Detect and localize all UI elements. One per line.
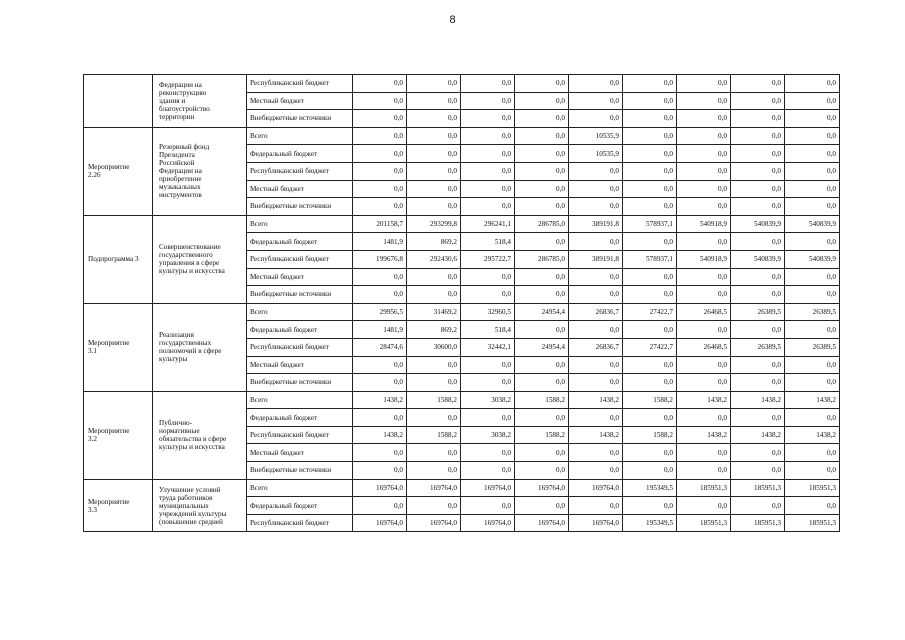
value-cell: 0,0: [407, 75, 461, 93]
value-cell: 0,0: [515, 286, 569, 304]
value-cell: 0,0: [515, 198, 569, 216]
value-cell: 169764,0: [407, 479, 461, 497]
funding-source: Внебюджетные источники: [247, 198, 353, 216]
value-cell: 0,0: [353, 162, 407, 180]
value-cell: 0,0: [785, 180, 840, 198]
value-cell: 0,0: [677, 286, 731, 304]
value-cell: 0,0: [623, 233, 677, 251]
value-cell: 0,0: [461, 497, 515, 515]
value-cell: 0,0: [623, 462, 677, 480]
value-cell: 0,0: [785, 75, 840, 93]
table-row: [84, 75, 840, 93]
value-cell: 540839,9: [731, 215, 785, 233]
value-cell: 0,0: [785, 497, 840, 515]
value-cell: 0,0: [515, 233, 569, 251]
value-cell: 169764,0: [353, 479, 407, 497]
funding-source: Внебюджетные источники: [247, 286, 353, 304]
program-description: Резервный фонд Президента Российской Федерации на приобретение музыкальных инструментов: [159, 143, 210, 200]
funding-source: Внебюджетные источники: [247, 110, 353, 128]
value-cell: 0,0: [353, 286, 407, 304]
value-cell: 0,0: [731, 127, 785, 145]
value-cell: 26389,5: [731, 303, 785, 321]
value-cell: 0,0: [623, 444, 677, 462]
funding-source: Всего: [247, 303, 353, 321]
value-cell: 0,0: [353, 374, 407, 392]
value-cell: 185951,3: [785, 479, 840, 497]
value-cell: 0,0: [407, 162, 461, 180]
program-description-cell: [153, 75, 247, 128]
value-cell: 26389,5: [785, 303, 840, 321]
funding-source: Республиканский бюджет: [247, 426, 353, 444]
funding-source: Внебюджетные источники: [247, 374, 353, 392]
value-cell: 169764,0: [515, 479, 569, 497]
value-cell: 0,0: [677, 180, 731, 198]
value-cell: 0,0: [569, 356, 623, 374]
funding-source: Местный бюджет: [247, 444, 353, 462]
value-cell: 0,0: [353, 145, 407, 163]
value-cell: 185951,3: [731, 514, 785, 532]
value-cell: 0,0: [623, 92, 677, 110]
program-name-cell: [84, 215, 153, 303]
value-cell: 0,0: [353, 409, 407, 427]
value-cell: 1438,2: [353, 391, 407, 409]
value-cell: 0,0: [569, 110, 623, 128]
value-cell: 0,0: [623, 75, 677, 93]
value-cell: 0,0: [785, 356, 840, 374]
value-cell: 0,0: [623, 286, 677, 304]
value-cell: 27422,7: [623, 303, 677, 321]
value-cell: 27422,7: [623, 338, 677, 356]
value-cell: 0,0: [677, 75, 731, 93]
value-cell: 0,0: [623, 145, 677, 163]
value-cell: 0,0: [569, 92, 623, 110]
program-description-cell: [153, 479, 247, 532]
value-cell: 0,0: [353, 92, 407, 110]
value-cell: 0,0: [515, 356, 569, 374]
value-cell: 1588,2: [623, 391, 677, 409]
funding-source: Местный бюджет: [247, 92, 353, 110]
value-cell: 0,0: [515, 268, 569, 286]
value-cell: 10535,9: [569, 145, 623, 163]
value-cell: 0,0: [515, 409, 569, 427]
value-cell: 169764,0: [353, 514, 407, 532]
value-cell: 0,0: [677, 444, 731, 462]
value-cell: 0,0: [515, 92, 569, 110]
value-cell: 0,0: [461, 145, 515, 163]
value-cell: 0,0: [623, 110, 677, 128]
funding-source: Республиканский бюджет: [247, 162, 353, 180]
program-description: Реализация государственных полномочий в сфере культуры: [159, 331, 222, 364]
value-cell: 0,0: [785, 92, 840, 110]
program-name-cell: [84, 303, 153, 391]
table-row: [84, 479, 840, 497]
value-cell: 1438,2: [353, 426, 407, 444]
value-cell: 0,0: [515, 145, 569, 163]
program-name-cell: [84, 391, 153, 479]
value-cell: 0,0: [353, 75, 407, 93]
value-cell: 0,0: [353, 268, 407, 286]
value-cell: 0,0: [731, 497, 785, 515]
funding-source: Федеральный бюджет: [247, 233, 353, 251]
value-cell: 389191,8: [569, 250, 623, 268]
value-cell: 32960,5: [461, 303, 515, 321]
value-cell: 0,0: [623, 162, 677, 180]
value-cell: 0,0: [731, 75, 785, 93]
value-cell: 0,0: [515, 110, 569, 128]
value-cell: 540839,9: [785, 250, 840, 268]
value-cell: 540839,9: [731, 250, 785, 268]
value-cell: 185951,3: [677, 514, 731, 532]
value-cell: 0,0: [569, 444, 623, 462]
value-cell: 0,0: [407, 374, 461, 392]
value-cell: 0,0: [677, 497, 731, 515]
value-cell: 0,0: [407, 356, 461, 374]
value-cell: 0,0: [353, 497, 407, 515]
value-cell: 296241,1: [461, 215, 515, 233]
value-cell: 0,0: [731, 180, 785, 198]
value-cell: 0,0: [623, 198, 677, 216]
value-cell: 0,0: [407, 497, 461, 515]
value-cell: 1588,2: [515, 426, 569, 444]
value-cell: 0,0: [677, 321, 731, 339]
value-cell: 0,0: [353, 198, 407, 216]
value-cell: 169764,0: [569, 514, 623, 532]
value-cell: 31469,2: [407, 303, 461, 321]
value-cell: 578937,1: [623, 215, 677, 233]
value-cell: 0,0: [515, 374, 569, 392]
program-name-cell: [84, 75, 153, 128]
value-cell: 0,0: [785, 233, 840, 251]
value-cell: 0,0: [569, 374, 623, 392]
value-cell: 0,0: [407, 110, 461, 128]
value-cell: 0,0: [785, 110, 840, 128]
value-cell: 0,0: [569, 497, 623, 515]
value-cell: 0,0: [677, 92, 731, 110]
value-cell: 0,0: [623, 356, 677, 374]
value-cell: 0,0: [785, 374, 840, 392]
value-cell: 0,0: [677, 356, 731, 374]
value-cell: 185951,3: [785, 514, 840, 532]
value-cell: 185951,3: [731, 479, 785, 497]
value-cell: 0,0: [461, 180, 515, 198]
value-cell: 26389,5: [785, 338, 840, 356]
value-cell: 0,0: [353, 444, 407, 462]
value-cell: 869,2: [407, 321, 461, 339]
value-cell: 0,0: [515, 180, 569, 198]
value-cell: 1481,9: [353, 321, 407, 339]
value-cell: 26389,5: [731, 338, 785, 356]
value-cell: 0,0: [515, 497, 569, 515]
value-cell: 286785,0: [515, 215, 569, 233]
program-description: Совершенствование государственного управления в сфере культуры и искусства: [159, 243, 225, 276]
table-row: [84, 391, 840, 409]
funding-source: Внебюджетные источники: [247, 462, 353, 480]
value-cell: 389191,8: [569, 215, 623, 233]
value-cell: 0,0: [677, 145, 731, 163]
value-cell: 201158,7: [353, 215, 407, 233]
program-description: Улучшение условий труда работников муниципальных учреждений культуры (повышение средней: [159, 485, 227, 526]
value-cell: 0,0: [677, 233, 731, 251]
value-cell: 0,0: [407, 444, 461, 462]
value-cell: 0,0: [623, 180, 677, 198]
value-cell: 169764,0: [461, 479, 515, 497]
value-cell: 199676,8: [353, 250, 407, 268]
value-cell: 0,0: [785, 162, 840, 180]
value-cell: 0,0: [785, 286, 840, 304]
value-cell: 0,0: [677, 110, 731, 128]
value-cell: 0,0: [515, 75, 569, 93]
value-cell: 26836,7: [569, 338, 623, 356]
value-cell: 0,0: [785, 462, 840, 480]
value-cell: 0,0: [353, 110, 407, 128]
value-cell: 0,0: [461, 444, 515, 462]
value-cell: 0,0: [731, 374, 785, 392]
value-cell: 0,0: [407, 286, 461, 304]
value-cell: 0,0: [407, 92, 461, 110]
program-description-cell: [153, 127, 247, 215]
funding-source: Республиканский бюджет: [247, 338, 353, 356]
funding-source: Местный бюджет: [247, 180, 353, 198]
value-cell: 0,0: [461, 462, 515, 480]
value-cell: 0,0: [515, 462, 569, 480]
value-cell: 0,0: [731, 145, 785, 163]
value-cell: 0,0: [407, 462, 461, 480]
funding-source: Федеральный бюджет: [247, 321, 353, 339]
value-cell: 0,0: [569, 233, 623, 251]
value-cell: 0,0: [461, 92, 515, 110]
funding-source: Федеральный бюджет: [247, 497, 353, 515]
value-cell: 286785,0: [515, 250, 569, 268]
value-cell: 0,0: [515, 321, 569, 339]
value-cell: 26468,5: [677, 338, 731, 356]
budget-table: [83, 74, 840, 532]
value-cell: 0,0: [785, 145, 840, 163]
value-cell: 1438,2: [731, 391, 785, 409]
value-cell: 0,0: [731, 268, 785, 286]
value-cell: 29956,5: [353, 303, 407, 321]
value-cell: 169764,0: [515, 514, 569, 532]
value-cell: 3038,2: [461, 426, 515, 444]
value-cell: 1588,2: [407, 391, 461, 409]
value-cell: 195349,5: [623, 479, 677, 497]
funding-source: Местный бюджет: [247, 268, 353, 286]
funding-source: Федеральный бюджет: [247, 409, 353, 427]
value-cell: 0,0: [731, 198, 785, 216]
value-cell: 540918,9: [677, 250, 731, 268]
value-cell: 293299,8: [407, 215, 461, 233]
value-cell: 0,0: [407, 180, 461, 198]
value-cell: 169764,0: [461, 514, 515, 532]
value-cell: 195349,5: [623, 514, 677, 532]
value-cell: 0,0: [623, 127, 677, 145]
value-cell: 0,0: [623, 409, 677, 427]
value-cell: 0,0: [731, 356, 785, 374]
value-cell: 0,0: [461, 110, 515, 128]
value-cell: 0,0: [731, 409, 785, 427]
value-cell: 0,0: [461, 198, 515, 216]
value-cell: 0,0: [731, 321, 785, 339]
program-name: Мероприятие 2.26: [88, 163, 130, 180]
value-cell: 0,0: [785, 321, 840, 339]
table-body: [84, 75, 840, 532]
value-cell: 292430,6: [407, 250, 461, 268]
value-cell: 0,0: [677, 462, 731, 480]
value-cell: 0,0: [569, 162, 623, 180]
value-cell: 1438,2: [569, 426, 623, 444]
value-cell: 0,0: [407, 127, 461, 145]
value-cell: 0,0: [461, 286, 515, 304]
funding-source: Всего: [247, 479, 353, 497]
value-cell: 0,0: [407, 145, 461, 163]
program-name: Мероприятие 3.1: [88, 339, 130, 356]
value-cell: 1588,2: [623, 426, 677, 444]
value-cell: 0,0: [515, 444, 569, 462]
value-cell: 1438,2: [569, 391, 623, 409]
value-cell: 30600,0: [407, 338, 461, 356]
value-cell: 0,0: [461, 127, 515, 145]
value-cell: 0,0: [731, 233, 785, 251]
value-cell: 0,0: [731, 286, 785, 304]
value-cell: 0,0: [731, 444, 785, 462]
value-cell: 0,0: [407, 198, 461, 216]
value-cell: 1588,2: [515, 391, 569, 409]
value-cell: 0,0: [407, 409, 461, 427]
value-cell: 0,0: [731, 162, 785, 180]
value-cell: 0,0: [569, 462, 623, 480]
value-cell: 0,0: [785, 198, 840, 216]
program-description-cell: [153, 215, 247, 303]
program-name-cell: [84, 479, 153, 532]
value-cell: 1588,2: [407, 426, 461, 444]
value-cell: 185951,3: [677, 479, 731, 497]
value-cell: 0,0: [461, 356, 515, 374]
value-cell: 0,0: [461, 409, 515, 427]
value-cell: 0,0: [785, 409, 840, 427]
program-description: Федерации на реконструкцию здания и благоустройство территории: [159, 80, 210, 121]
value-cell: 0,0: [677, 127, 731, 145]
table-row: [84, 127, 840, 145]
value-cell: 26836,7: [569, 303, 623, 321]
value-cell: 0,0: [461, 374, 515, 392]
value-cell: 0,0: [677, 162, 731, 180]
value-cell: 0,0: [569, 409, 623, 427]
value-cell: 518,4: [461, 233, 515, 251]
value-cell: 0,0: [785, 444, 840, 462]
program-name: Мероприятие 3.2: [88, 427, 130, 444]
value-cell: 0,0: [461, 268, 515, 286]
value-cell: 0,0: [353, 462, 407, 480]
program-name: Подпрограмма 3: [88, 255, 139, 264]
value-cell: 540918,9: [677, 215, 731, 233]
value-cell: 1438,2: [731, 426, 785, 444]
value-cell: 0,0: [569, 268, 623, 286]
value-cell: 0,0: [731, 92, 785, 110]
value-cell: 0,0: [407, 268, 461, 286]
funding-source: Республиканский бюджет: [247, 250, 353, 268]
value-cell: 1438,2: [785, 426, 840, 444]
page-number: 8: [449, 14, 456, 26]
value-cell: 0,0: [731, 462, 785, 480]
funding-source: Всего: [247, 215, 353, 233]
table-row: [84, 303, 840, 321]
funding-source: Республиканский бюджет: [247, 514, 353, 532]
table-row: [84, 215, 840, 233]
value-cell: 0,0: [677, 268, 731, 286]
value-cell: 28474,6: [353, 338, 407, 356]
value-cell: 0,0: [569, 286, 623, 304]
value-cell: 1438,2: [677, 426, 731, 444]
value-cell: 0,0: [569, 75, 623, 93]
funding-source: Всего: [247, 391, 353, 409]
value-cell: 169764,0: [569, 479, 623, 497]
funding-source: Федеральный бюджет: [247, 145, 353, 163]
value-cell: 0,0: [677, 374, 731, 392]
value-cell: 0,0: [785, 268, 840, 286]
funding-source: Всего: [247, 127, 353, 145]
value-cell: 0,0: [353, 180, 407, 198]
value-cell: 24954,4: [515, 303, 569, 321]
value-cell: 26468,5: [677, 303, 731, 321]
program-name: Мероприятие 3.3: [88, 497, 130, 514]
value-cell: 0,0: [515, 162, 569, 180]
program-description-cell: [153, 391, 247, 479]
value-cell: 169764,0: [407, 514, 461, 532]
value-cell: 32442,1: [461, 338, 515, 356]
value-cell: 0,0: [569, 180, 623, 198]
value-cell: 0,0: [515, 127, 569, 145]
value-cell: 0,0: [677, 409, 731, 427]
value-cell: 24954,4: [515, 338, 569, 356]
value-cell: 0,0: [569, 198, 623, 216]
value-cell: 1438,2: [677, 391, 731, 409]
value-cell: 0,0: [353, 356, 407, 374]
value-cell: 0,0: [461, 75, 515, 93]
value-cell: 578937,1: [623, 250, 677, 268]
value-cell: 0,0: [461, 162, 515, 180]
value-cell: 3038,2: [461, 391, 515, 409]
value-cell: 0,0: [623, 321, 677, 339]
value-cell: 0,0: [569, 321, 623, 339]
value-cell: 0,0: [731, 110, 785, 128]
funding-source: Местный бюджет: [247, 356, 353, 374]
value-cell: 0,0: [353, 127, 407, 145]
program-description-cell: [153, 303, 247, 391]
value-cell: 295722,7: [461, 250, 515, 268]
value-cell: 0,0: [785, 127, 840, 145]
value-cell: 10535,9: [569, 127, 623, 145]
value-cell: 0,0: [623, 268, 677, 286]
funding-source: Республиканский бюджет: [247, 75, 353, 93]
value-cell: 0,0: [623, 374, 677, 392]
value-cell: 869,2: [407, 233, 461, 251]
value-cell: 0,0: [623, 497, 677, 515]
value-cell: 1438,2: [785, 391, 840, 409]
value-cell: 1481,9: [353, 233, 407, 251]
value-cell: 540839,9: [785, 215, 840, 233]
value-cell: 0,0: [677, 198, 731, 216]
program-name-cell: [84, 127, 153, 215]
value-cell: 518,4: [461, 321, 515, 339]
program-description: Публично- нормативные обязательства в сфере культуры и искусства: [159, 419, 227, 452]
